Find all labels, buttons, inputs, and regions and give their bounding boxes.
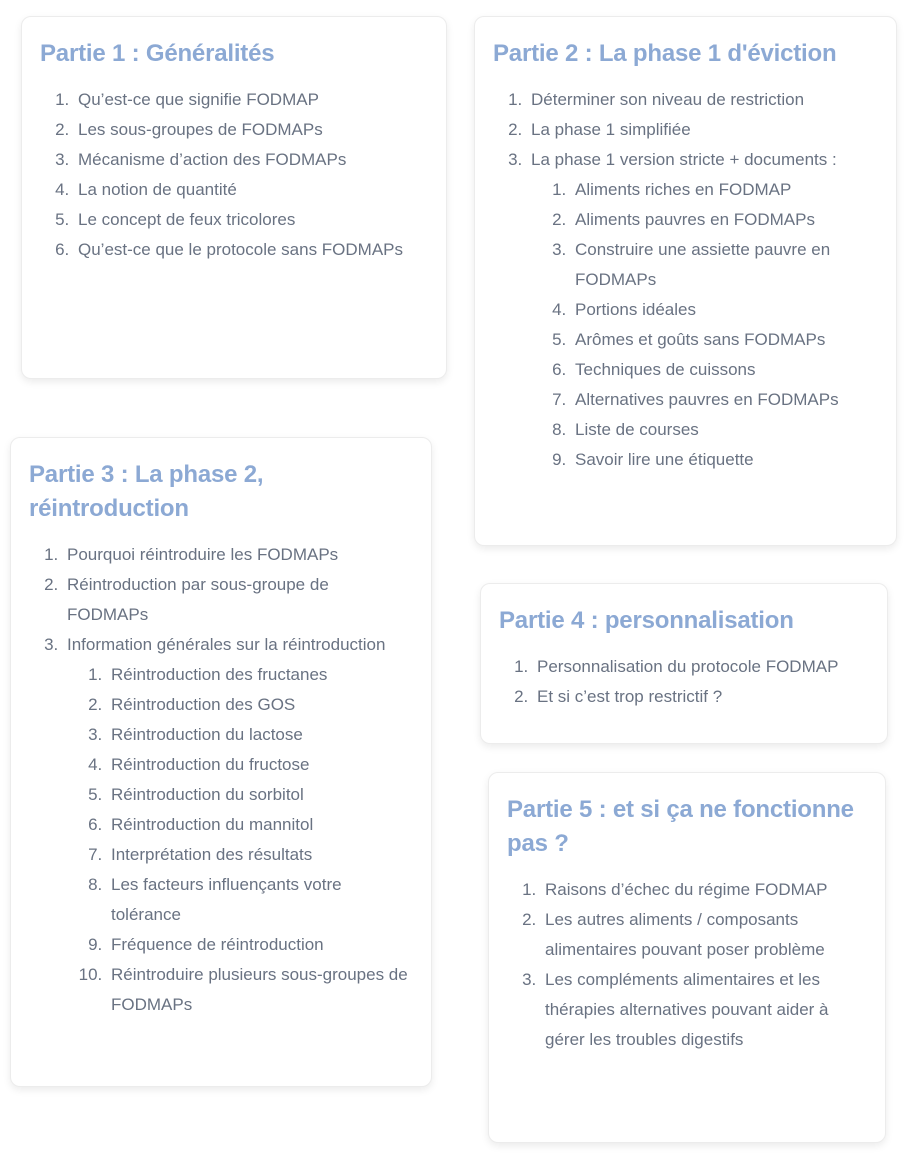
toc-item xyxy=(107,840,413,870)
toc-item-label: Les sous-groupes de FODMAPs xyxy=(78,120,323,139)
card-list xyxy=(493,85,878,475)
card-partie-5 xyxy=(488,772,886,1143)
toc-item xyxy=(74,205,428,235)
toc-item-label: Et si c’est trop restrictif ? xyxy=(537,687,723,706)
toc-item xyxy=(571,295,878,325)
card-title: Partie 3 : La phase 2, réintroduction xyxy=(29,461,264,522)
toc-item xyxy=(107,720,413,750)
toc-item xyxy=(571,325,878,355)
toc-item-label: Interprétation des résultats xyxy=(111,845,313,864)
toc-item xyxy=(63,540,413,570)
card-title: Partie 4 : personnalisation xyxy=(499,607,794,634)
toc-item-label: Déterminer son niveau de restriction xyxy=(531,90,805,109)
toc-item-label: Portions idéales xyxy=(575,300,696,319)
card-title: Partie 1 : Généralités xyxy=(40,40,275,67)
toc-item xyxy=(74,235,428,265)
toc-item xyxy=(571,205,878,235)
toc-item-label: Réintroduction des GOS xyxy=(111,695,296,714)
toc-item-label: Mécanisme d’action des FODMAPs xyxy=(78,150,347,169)
toc-item-label: Construire une assiette pauvre en FODMAPs xyxy=(575,240,831,289)
toc-item-label: Qu’est-ce que signifie FODMAP xyxy=(78,90,319,109)
toc-item-label: Aliments pauvres en FODMAPs xyxy=(575,210,815,229)
card-list xyxy=(40,85,428,265)
toc-item-label: Le concept de feux tricolores xyxy=(78,210,296,229)
toc-item-label: Liste de courses xyxy=(575,420,699,439)
toc-item xyxy=(74,175,428,205)
toc-item-label: Personnalisation du protocole FODMAP xyxy=(537,657,839,676)
card-partie-3 xyxy=(10,437,432,1087)
toc-item-label: La phase 1 simplifiée xyxy=(531,120,691,139)
toc-item-label: Réintroduction du mannitol xyxy=(111,815,314,834)
toc-item-label: Les facteurs influençants votre tolérance xyxy=(111,875,342,924)
toc-item xyxy=(74,85,428,115)
toc-item xyxy=(533,682,869,712)
toc-item-label: Réintroduire plusieurs sous-groupes de FODMAPs xyxy=(111,965,408,1014)
toc-item-label: Savoir lire une étiquette xyxy=(575,450,754,469)
toc-item xyxy=(107,780,413,810)
toc-item-label: Réintroduction par sous-groupe de FODMAPs xyxy=(67,575,329,624)
card-list xyxy=(507,875,867,1055)
toc-item-label: Information générales sur la réintroduction xyxy=(67,635,386,654)
toc-item xyxy=(541,965,867,1055)
toc-item xyxy=(107,660,413,690)
toc-item-label: La phase 1 version stricte + documents : xyxy=(531,150,837,169)
toc-item xyxy=(527,115,878,145)
toc-item xyxy=(533,652,869,682)
toc-item xyxy=(107,810,413,840)
toc-item xyxy=(571,235,878,295)
card-partie-2 xyxy=(474,16,897,546)
toc-item xyxy=(527,145,878,475)
toc-item-label: Réintroduction du sorbitol xyxy=(111,785,304,804)
toc-item-label: Les autres aliments / composants alimentaires pouvant poser problème xyxy=(545,910,825,959)
toc-item-label: Fréquence de réintroduction xyxy=(111,935,324,954)
card-title: Partie 5 : et si ça ne fonctionne pas ? xyxy=(507,796,854,857)
toc-item-label: Arômes et goûts sans FODMAPs xyxy=(575,330,826,349)
card-list xyxy=(29,540,413,1020)
toc-item xyxy=(527,85,878,115)
card-title: Partie 2 : La phase 1 d'éviction xyxy=(493,40,837,67)
card-sublist xyxy=(67,660,413,1020)
toc-item xyxy=(74,115,428,145)
toc-item-label: Raisons d’échec du régime FODMAP xyxy=(545,880,828,899)
toc-item xyxy=(107,750,413,780)
toc-item xyxy=(571,355,878,385)
toc-item-label: Qu’est-ce que le protocole sans FODMAPs xyxy=(78,240,404,259)
toc-item xyxy=(63,570,413,630)
toc-item xyxy=(107,930,413,960)
toc-item xyxy=(107,960,413,1020)
toc-item xyxy=(571,445,878,475)
toc-item xyxy=(107,690,413,720)
toc-item-label: Réintroduction du fructose xyxy=(111,755,310,774)
card-partie-1 xyxy=(21,16,447,379)
toc-item-label: Réintroduction du lactose xyxy=(111,725,303,744)
card-list xyxy=(499,652,869,712)
toc-item xyxy=(541,875,867,905)
card-sublist xyxy=(531,175,878,475)
toc-item-label: Réintroduction des fructanes xyxy=(111,665,328,684)
toc-item xyxy=(63,630,413,1020)
toc-item xyxy=(571,415,878,445)
toc-item xyxy=(541,905,867,965)
toc-item-label: Alternatives pauvres en FODMAPs xyxy=(575,390,839,409)
toc-item-label: La notion de quantité xyxy=(78,180,237,199)
toc-item xyxy=(571,175,878,205)
toc-item xyxy=(571,385,878,415)
toc-item-label: Les compléments alimentaires et les thérapies alternatives pouvant aider à gérer les troubles digestifs xyxy=(545,970,829,1049)
toc-item-label: Aliments riches en FODMAP xyxy=(575,180,792,199)
card-partie-4 xyxy=(480,583,888,744)
toc-item xyxy=(107,870,413,930)
toc-item-label: Pourquoi réintroduire les FODMAPs xyxy=(67,545,339,564)
toc-item xyxy=(74,145,428,175)
toc-item-label: Techniques de cuissons xyxy=(575,360,756,379)
